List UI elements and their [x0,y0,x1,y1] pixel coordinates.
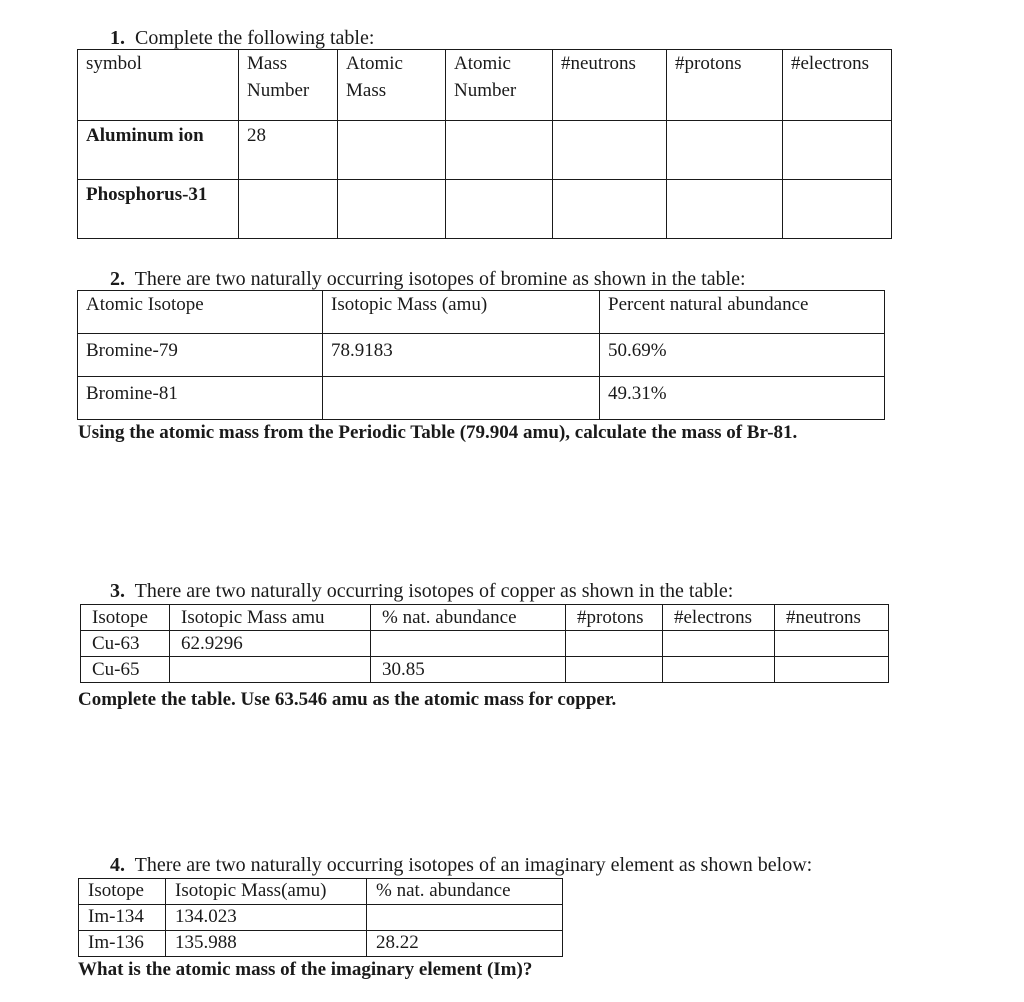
q2-instruction: Using the atomic mass from the Periodic Table (79.904 amu), calculate the mass of Br-81. [78,422,798,443]
q1-header-atomic-mass: Atomic Mass [338,50,446,121]
q2-row-br81 [78,377,885,420]
q2-row-br79 [78,334,885,377]
q4-cell-abundance[interactable] [367,905,563,931]
q1-cell-mass-number[interactable] [239,180,338,239]
q3-header-isotope: Isotope [81,605,170,631]
q4-title [110,854,812,876]
q2-cell-isotope: Bromine-79 [78,334,323,377]
q3-cell-isotopic-mass: 62.9296 [170,631,371,657]
q3-title [110,580,733,602]
q3-cell-electrons[interactable] [663,631,775,657]
q3-cell-abundance[interactable] [371,631,566,657]
q1-header-atomic-number: Atomic Number [446,50,553,121]
q3-cell-isotope: Cu-63 [81,631,170,657]
q4-header-isotopic-mass: Isotopic Mass(amu) [166,879,367,905]
q4-header-abundance: % nat. abundance [367,879,563,905]
q1-table [77,49,892,239]
q3-table [80,604,889,683]
q2-cell-abundance: 50.69% [600,334,885,377]
q2-header-isotope: Atomic Isotope [78,291,323,334]
q3-cell-protons[interactable] [566,631,663,657]
q1-title [110,27,374,49]
q2-cell-isotope: Bromine-81 [78,377,323,420]
q1-cell-atomic-number[interactable] [446,180,553,239]
q3-cell-isotope: Cu-65 [81,657,170,683]
q1-row-phosphorus [78,180,892,239]
q3-header-row [81,605,889,631]
q3-prompt: There are two naturally occurring isotopes of copper as shown in the table: [134,580,734,602]
q4-header-isotope: Isotope [79,879,166,905]
q1-row-aluminum [78,121,892,180]
q3-header-abundance: % nat. abundance [371,605,566,631]
q1-cell-atomic-mass[interactable] [338,121,446,180]
q1-cell-electrons[interactable] [783,121,892,180]
q4-row-im136 [79,931,563,957]
q4-cell-isotope: Im-134 [79,905,166,931]
q2-title [110,268,746,290]
q2-header-abundance: Percent natural abundance [600,291,885,334]
q3-header-protons: #protons [566,605,663,631]
q4-cell-abundance: 28.22 [367,931,563,957]
q4-cell-isotope: Im-136 [79,931,166,957]
q1-cell-protons[interactable] [667,121,783,180]
q1-header-symbol: symbol [78,50,239,121]
q3-cell-neutrons[interactable] [775,657,889,683]
q1-number: 1. [110,27,125,49]
q3-header-neutrons: #neutrons [775,605,889,631]
q1-header-neutrons: #neutrons [553,50,667,121]
q3-row-cu63 [81,631,889,657]
q4-header-row [79,879,563,905]
q3-cell-electrons[interactable] [663,657,775,683]
q2-header-isotopic-mass: Isotopic Mass (amu) [323,291,600,334]
q2-table [77,290,885,420]
q1-cell-electrons[interactable] [783,180,892,239]
q1-header-protons: #protons [667,50,783,121]
q1-cell-symbol: Aluminum ion [78,121,239,180]
q2-number: 2. [110,268,125,290]
q3-number: 3. [110,580,125,602]
q4-row-im134 [79,905,563,931]
q1-cell-symbol: Phosphorus-31 [78,180,239,239]
q4-prompt: There are two naturally occurring isotopes of an imaginary element as shown below: [134,854,813,876]
q4-cell-isotopic-mass: 134.023 [166,905,367,931]
q1-header-row [78,50,892,121]
q1-cell-neutrons[interactable] [553,180,667,239]
q3-row-cu65 [81,657,889,683]
q4-number: 4. [110,854,125,876]
q3-header-isotopic-mass: Isotopic Mass amu [170,605,371,631]
q3-instruction: Complete the table. Use 63.546 amu as the atomic mass for copper. [78,689,617,710]
q4-table [78,878,563,957]
q3-header-electrons: #electrons [663,605,775,631]
q3-cell-abundance: 30.85 [371,657,566,683]
q2-cell-abundance: 49.31% [600,377,885,420]
q2-cell-isotopic-mass[interactable] [323,377,600,420]
q2-cell-isotopic-mass: 78.9183 [323,334,600,377]
q1-cell-protons[interactable] [667,180,783,239]
q3-cell-protons[interactable] [566,657,663,683]
q1-header-electrons: #electrons [783,50,892,121]
q3-cell-isotopic-mass[interactable] [170,657,371,683]
q2-header-row [78,291,885,334]
q4-cell-isotopic-mass: 135.988 [166,931,367,957]
q1-cell-atomic-mass[interactable] [338,180,446,239]
q4-instruction: What is the atomic mass of the imaginary element (Im)? [78,959,533,980]
q1-prompt: Complete the following table: [135,27,375,49]
q1-cell-atomic-number[interactable] [446,121,553,180]
q1-cell-neutrons[interactable] [553,121,667,180]
q2-prompt: There are two naturally occurring isotopes of bromine as shown in the table: [134,268,746,290]
q1-cell-mass-number[interactable]: 28 [239,121,338,180]
q3-cell-neutrons[interactable] [775,631,889,657]
q1-header-mass-number: Mass Number [239,50,338,121]
